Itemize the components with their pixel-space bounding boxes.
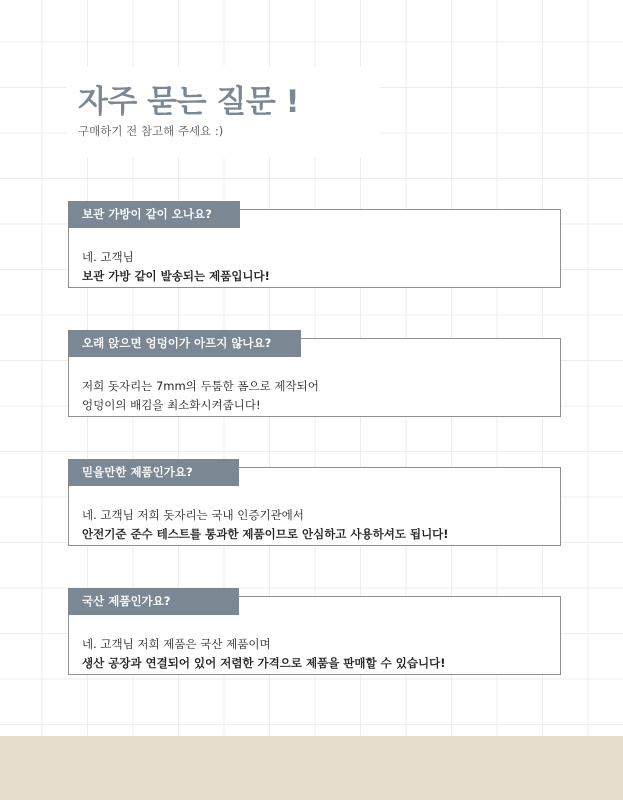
faq-item-domestic [68, 588, 561, 686]
faq-item-storage-bag [68, 201, 561, 299]
faq-question-tag: 믿을만한 제품인가요? [68, 459, 239, 486]
faq-answer-line: 네. 고객님 [82, 250, 134, 264]
header-card [66, 66, 380, 158]
faq-answer [82, 635, 552, 673]
faq-question-tag: 보관 가방이 같이 오나요? [68, 201, 240, 228]
faq-answer [82, 377, 552, 415]
faq-question-tag: 오래 앉으면 엉덩이가 아프지 않나요? [68, 330, 301, 357]
faq-item-reliability [68, 459, 561, 557]
faq-answer-line: 네. 고객님 저희 제품은 국산 제품이며 [82, 637, 271, 651]
faq-answer-line: 저희 돗자리는 7mm의 두툼한 폼으로 제작되어 [82, 379, 319, 393]
faq-answer-line: 보관 가방 같이 발송되는 제품입니다! [82, 269, 270, 283]
faq-answer-line: 엉덩이의 배김을 최소화시켜줍니다! [82, 398, 261, 412]
faq-question-tag: 국산 제품인가요? [68, 588, 239, 615]
faq-answer-line: 네. 고객님 저희 돗자리는 국내 인증기관에서 [82, 508, 304, 522]
page-title: 자주 묻는 질문 ! [78, 84, 300, 120]
faq-answer-line: 생산 공장과 연결되어 있어 저렴한 가격으로 제품을 판매할 수 있습니다! [82, 656, 446, 670]
page-subtitle: 구매하기 전 참고해 주세요 :) [78, 124, 224, 138]
faq-answer [82, 248, 552, 286]
footer-band [0, 736, 623, 800]
faq-item-comfort [68, 330, 561, 428]
faq-answer [82, 506, 552, 544]
faq-answer-line: 안전기준 준수 테스트를 통과한 제품이므로 안심하고 사용하셔도 됩니다! [82, 527, 449, 541]
